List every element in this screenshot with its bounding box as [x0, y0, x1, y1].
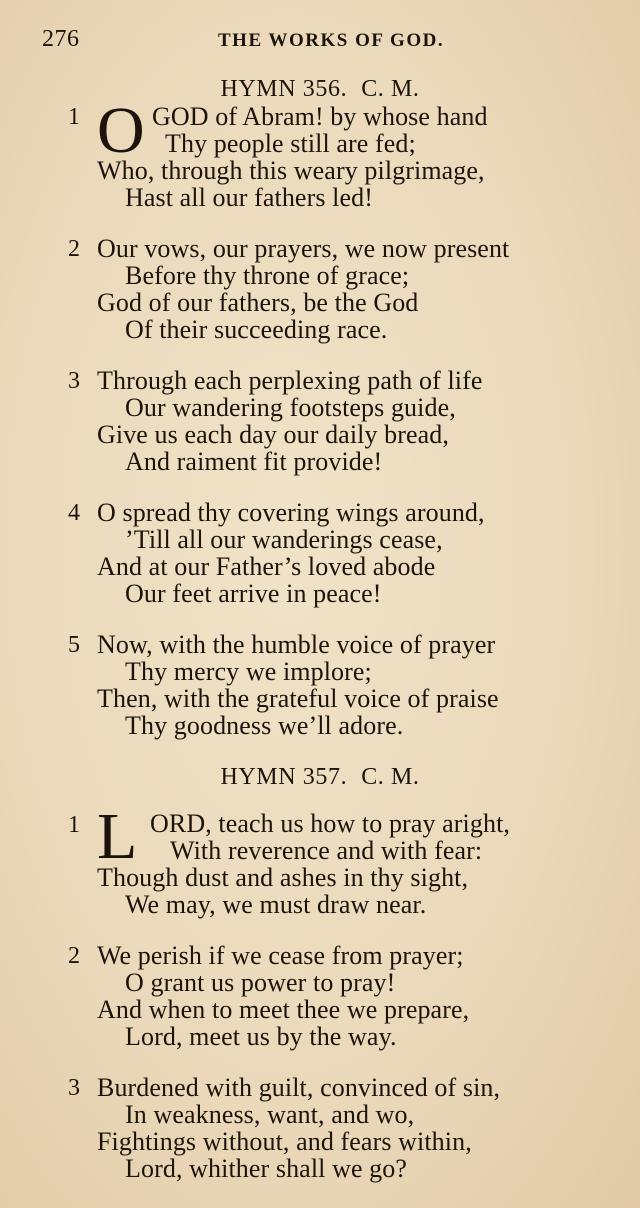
verse-line: Thy mercy we implore; [125, 657, 372, 686]
drop-cap: O [97, 94, 145, 167]
verse-number: 1 [68, 104, 80, 130]
verse-line: Before thy throne of grace; [125, 261, 410, 290]
verse-line: GOD of Abram! by whose hand [152, 102, 488, 131]
verse-line: Who, through this weary pilgrimage, [97, 156, 485, 185]
drop-cap: L [97, 800, 138, 873]
verse-line: We perish if we cease from prayer; [97, 941, 464, 970]
verse-number: 2 [68, 943, 80, 969]
verse-line: ORD, teach us how to pray aright, [150, 809, 510, 838]
verse-line: Hast all our fathers led! [125, 183, 373, 212]
verse-line: Fightings without, and fears within, [97, 1127, 472, 1156]
verse-line: Our wandering footsteps guide, [125, 393, 456, 422]
verse-line: In weakness, want, and wo, [125, 1100, 415, 1129]
page-number: 276 [42, 26, 80, 52]
hymn-title-356 [0, 76, 640, 103]
verse-number: 4 [68, 500, 80, 526]
verse-line: Our vows, our prayers, we now present [97, 234, 510, 263]
hymn-number: HYMN 357. [220, 764, 348, 790]
verse-line: Through each perplexing path of life [97, 366, 483, 395]
verse-line: With reverence and with fear: [170, 836, 483, 865]
verse-line: Give us each day our daily bread, [97, 420, 450, 449]
verse-line: And raiment fit provide! [125, 447, 383, 476]
verse-line: Burdened with guilt, convinced of sin, [97, 1073, 501, 1102]
verse-line: Lord, meet us by the way. [125, 1022, 397, 1051]
verse-line: God of our fathers, be the God [97, 288, 419, 317]
hymn-number: HYMN 356. [220, 76, 348, 102]
verse-line: ’Till all our wanderings cease, [125, 525, 443, 554]
verse-number: 3 [68, 368, 80, 394]
verse-line: We may, we must draw near. [125, 890, 427, 919]
hymn-meter: C. M. [361, 76, 420, 102]
verse-number: 3 [68, 1075, 80, 1101]
verse-line: Lord, whither shall we go? [125, 1154, 408, 1183]
verse-line: Our feet arrive in peace! [125, 579, 382, 608]
verse-line: Thy goodness we’ll adore. [125, 711, 404, 740]
verse-line: Though dust and ashes in thy sight, [97, 863, 469, 892]
verse-line: O spread thy covering wings around, [97, 498, 485, 527]
verse-number: 2 [68, 236, 80, 262]
verse-line: And at our Father’s loved abode [97, 552, 436, 581]
running-head [0, 26, 640, 56]
verse-line: Of their succeeding race. [125, 315, 388, 344]
verse-line: O grant us power to pray! [125, 968, 396, 997]
verse-number: 1 [68, 812, 80, 838]
verse-number: 5 [68, 632, 80, 658]
verse-line: Now, with the humble voice of prayer [97, 630, 496, 659]
verse-line: Then, with the grateful voice of praise [97, 684, 499, 713]
hymn-title-357 [0, 764, 640, 791]
verse-line: And when to meet thee we prepare, [97, 995, 470, 1024]
verse-line: Thy people still are fed; [165, 129, 416, 158]
running-title: THE WORKS OF GOD. [218, 30, 445, 51]
hymn-meter: C. M. [361, 764, 420, 790]
